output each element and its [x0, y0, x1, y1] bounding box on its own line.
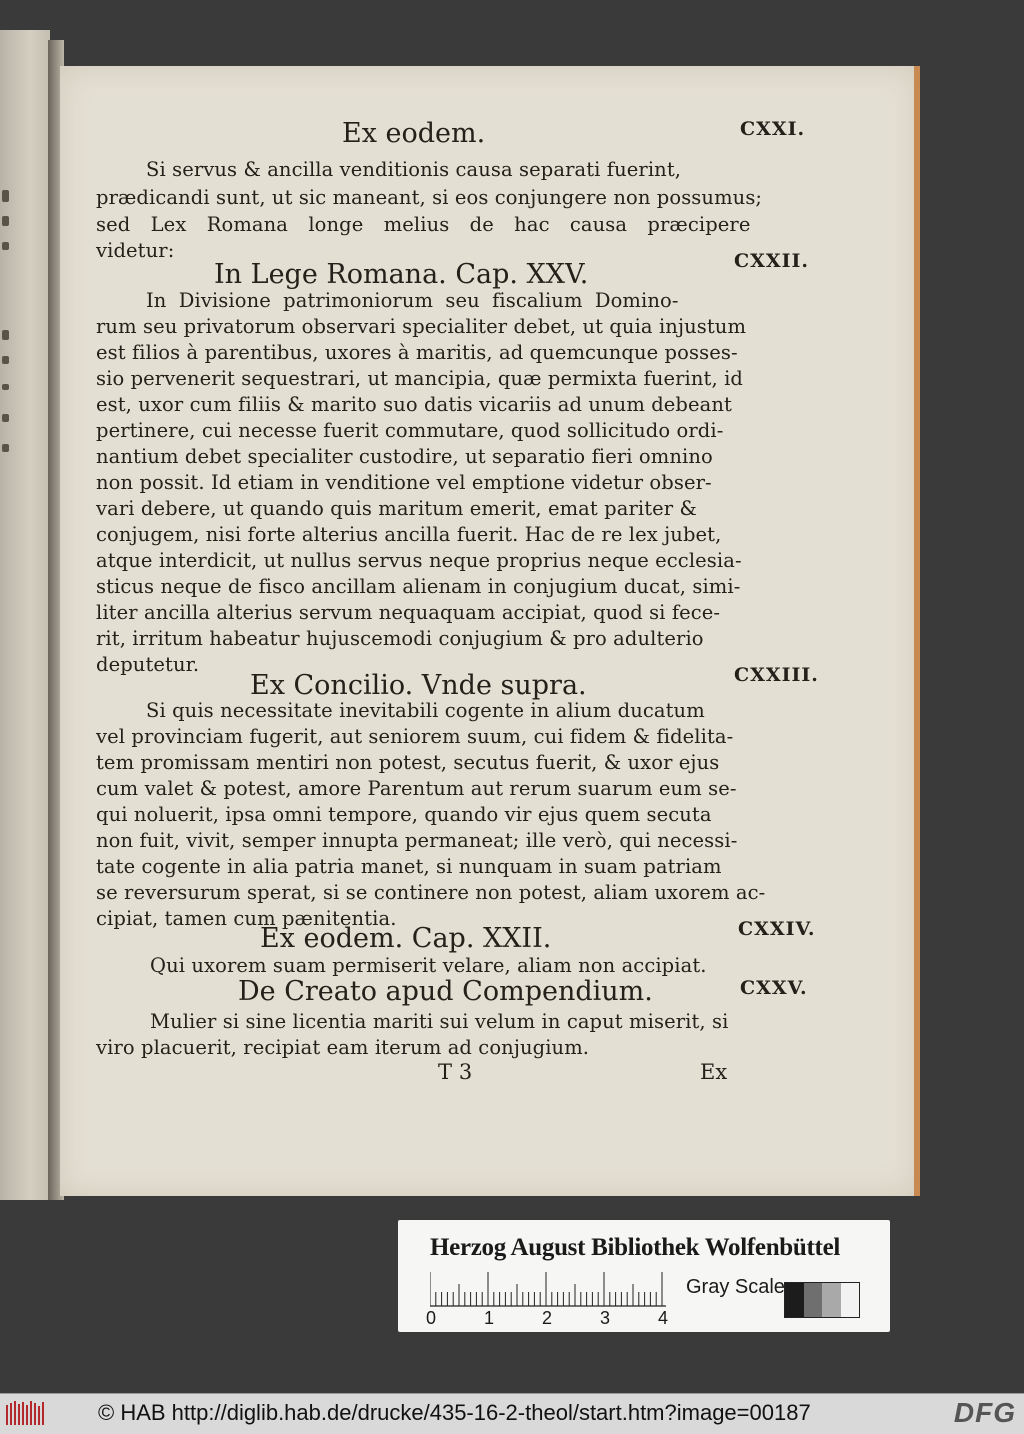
- gray-swatch: [822, 1283, 841, 1317]
- text-line: sticus neque de fisco ancillam alienam in conjugium ducat, simi-: [96, 575, 741, 598]
- margin-number: CXXII.: [734, 250, 809, 272]
- section-heading: De Creato apud Compendium.: [238, 976, 653, 1007]
- margin-number: CXXV.: [740, 977, 808, 999]
- facing-page-glyph: [2, 216, 9, 226]
- signature-mark: T 3: [438, 1060, 473, 1084]
- text-line: non fuit, vivit, semper innupta permaneat; ille verò, qui necessi-: [96, 829, 738, 852]
- library-color-card: [398, 1220, 890, 1332]
- ruler-number: 2: [542, 1308, 553, 1328]
- catchword: Ex: [700, 1060, 728, 1084]
- text-line: pertinere, cui necesse fuerit commutare, quod sollicitudo ordi-: [96, 419, 724, 442]
- section-heading: Ex eodem.: [342, 118, 486, 149]
- text-line: vel provinciam fugerit, aut seniorem suum, cui fidem & fidelita-: [96, 725, 734, 748]
- text-line: cipiat, tamen cum pænitentia.: [96, 907, 397, 930]
- text-line: Mulier si sine licentia mariti sui velum in caput miserit, si: [150, 1010, 729, 1033]
- text-line: atque interdicit, ut nullus servus neque proprius neque ecclesia-: [96, 549, 742, 572]
- text-line: tate cogente in alia patria manet, si nunquam in suam patriam: [96, 855, 722, 878]
- text-line: est filios à parentibus, uxores à maritis, ad quemcunque posses-: [96, 341, 738, 364]
- text-line: est, uxor cum filiis & marito suo datis vicariis ad unum debeant: [96, 393, 732, 416]
- text-line: se reversurum sperat, si se continere non potest, aliam uxorem ac-: [96, 881, 766, 904]
- text-line: liter ancilla alterius servum nequaquam accipiat, quod si fece-: [96, 601, 721, 624]
- facing-page-glyph: [2, 444, 9, 452]
- facing-page-glyph: [2, 356, 9, 364]
- hab-logo-icon: [6, 1401, 48, 1427]
- section-heading: Ex eodem. Cap. XXII.: [260, 923, 552, 954]
- text-line: In Divisione patrimoniorum seu fiscalium Domino-: [146, 289, 679, 312]
- gray-swatch: [841, 1283, 860, 1317]
- facing-page-glyph: [2, 330, 9, 340]
- text-line: deputetur.: [96, 653, 200, 676]
- text-line: prædicandi sunt, ut sic maneant, si eos conjungere non possumus;: [96, 186, 763, 209]
- text-line: tem promissam mentiri non potest, secutus fuerit, & uxor ejus: [96, 751, 720, 774]
- library-name: Herzog August Bibliothek Wolfenbüttel: [430, 1234, 841, 1261]
- text-line: rum seu privatorum observari specialiter debet, ut quia injustum: [96, 315, 747, 338]
- text-line: Si servus & ancilla venditionis causa separati fuerint,: [146, 158, 682, 181]
- footer-bar: [0, 1393, 1024, 1434]
- section-heading: Ex Concilio. Vnde supra.: [250, 670, 587, 701]
- text-line: qui noluerit, ipsa omni tempore, quando vir ejus quem secuta: [96, 803, 712, 826]
- text-line: videtur:: [96, 239, 175, 262]
- margin-number: CXXIII.: [734, 664, 819, 686]
- text-line: vari debere, ut quando quis maritum emerit, emat pariter &: [96, 497, 697, 520]
- dfg-logo: DFG: [953, 1397, 1016, 1428]
- text-line: non possit. Id etiam in venditione vel emptione videtur obser-: [96, 471, 712, 494]
- document-page: [60, 66, 918, 1196]
- text-line: nantium debet specialiter custodire, ut separatio fieri omnino: [96, 445, 713, 468]
- gray-scale-swatches: [784, 1282, 860, 1318]
- ruler-number: 4: [658, 1308, 669, 1328]
- text-line: Qui uxorem suam permiserit velare, aliam non accipiat.: [150, 954, 707, 977]
- ruler-number: 3: [600, 1308, 611, 1328]
- ruler-number: 0: [426, 1308, 437, 1328]
- gray-swatch: [785, 1283, 804, 1317]
- text-line: viro placuerit, recipiat eam iterum ad conjugium.: [96, 1036, 590, 1059]
- ruler-number: 1: [484, 1308, 495, 1328]
- text-line: cum valet & potest, amore Parentum aut rerum suarum eum se-: [96, 777, 737, 800]
- facing-page-glyph: [2, 414, 9, 422]
- page-edge: [914, 66, 920, 1196]
- copyright-url: © HAB http://diglib.hab.de/drucke/435-16-2-theol/start.htm?image=00187: [98, 1400, 811, 1425]
- gray-swatch: [804, 1283, 823, 1317]
- margin-number: CXXI.: [740, 118, 806, 140]
- text-line: Si quis necessitate inevitabili cogente in alium ducatum: [146, 699, 705, 722]
- facing-page-glyph: [2, 384, 9, 390]
- text-line: rit, irritum habeatur hujuscemodi conjugium & pro adulterio: [96, 627, 704, 650]
- margin-number: CXXIV.: [738, 918, 816, 940]
- text-line: sed Lex Romana longe melius de hac causa præcipere: [96, 213, 751, 236]
- text-line: sio pervenerit sequestrari, ut mancipia, quæ permixta fuerint, id: [96, 367, 744, 390]
- facing-page-glyph: [2, 190, 9, 202]
- gray-scale-label: Gray Scale: [686, 1276, 785, 1298]
- ruler-scale: [430, 1272, 674, 1308]
- facing-page-glyph: [2, 242, 9, 250]
- text-line: conjugem, nisi forte alterius ancilla fuerit. Hac de re lex jubet,: [96, 523, 722, 546]
- facing-page-edge: [0, 30, 50, 1200]
- section-heading: In Lege Romana. Cap. XXV.: [214, 259, 589, 290]
